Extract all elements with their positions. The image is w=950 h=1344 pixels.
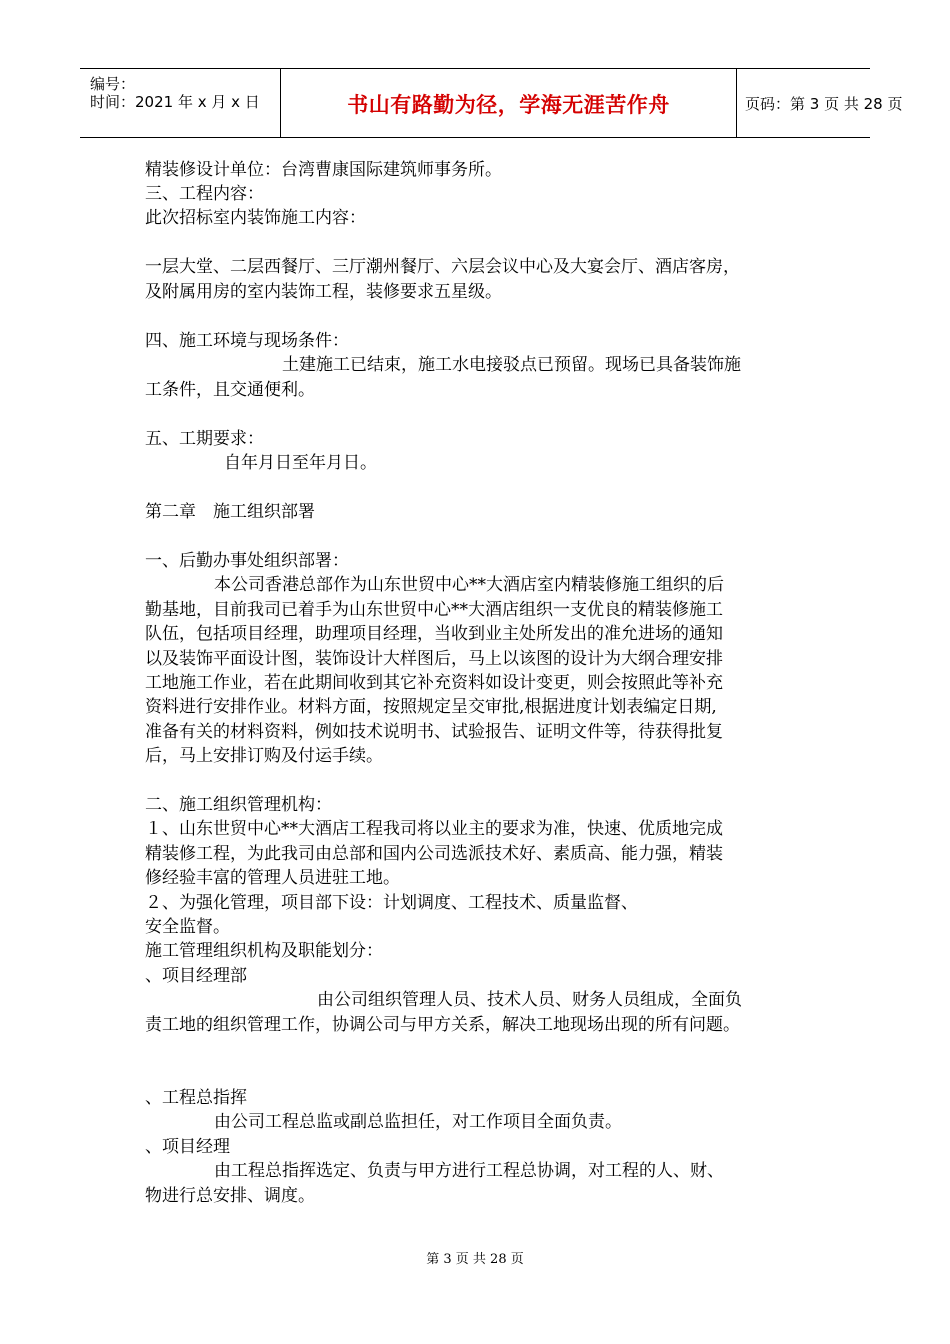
body-line: 此次招标室内装饰施工内容： [145, 208, 366, 228]
body-line: 准备有关的材料资料，例如技术说明书、试验报告、证明文件等，待获得批复 [145, 722, 723, 742]
body-line: 由公司组织管理人员、技术人员、财务人员组成，全面负 [317, 990, 742, 1010]
header-motto-cell [281, 69, 737, 137]
body-line: 以及装饰平面设计图，装饰设计大样图后，马上以该图的设计为大纲合理安排 [145, 649, 723, 669]
body-line: 后，马上安排订购及付运手续。 [145, 746, 383, 766]
header-page-cell [737, 69, 903, 137]
body-line: 工地施工作业，若在此期间收到其它补充资料如设计变更，则会按照此等补充 [145, 673, 723, 693]
body-line: 责工地的组织管理工作，协调公司与甲方关系，解决工地现场出现的所有问题。 [145, 1015, 740, 1035]
body-line: 安全监督。 [145, 917, 230, 937]
chapter-heading: 第二章 施工组织部署 [145, 502, 315, 522]
body-line: 土建施工已结束，施工水电接驳点已预留。现场已具备装饰施 [282, 355, 741, 375]
body-line: 工条件，且交通便利。 [145, 380, 315, 400]
page-footer: 第 3 页 共 28 页 [426, 1252, 524, 1267]
header-page-number: 页码：第 3 页 共 28 页 [745, 95, 903, 113]
section-heading: 四、施工环境与现场条件： [145, 331, 349, 351]
subsection-heading: 、工程总指挥 [145, 1088, 247, 1108]
page-header [80, 68, 903, 138]
body-line: 队伍，包括项目经理，助理项目经理，当收到业主处所发出的准允进场的通知 [145, 624, 723, 644]
body-line: １、山东世贸中心**大酒店工程我司将以业主的要求为准，快速、优质地完成 [145, 819, 723, 839]
body-line: 及附属用房的室内装饰工程，装修要求五星级。 [145, 282, 502, 302]
body-line: 修经验丰富的管理人员进驻工地。 [145, 868, 400, 888]
header-info-cell [80, 69, 281, 137]
body-line: 由工程总指挥选定、负责与甲方进行工程总协调，对工程的人、财、 [214, 1161, 724, 1181]
body-line: 精装修设计单位：台湾曹康国际建筑师事务所。 [145, 160, 502, 180]
document-number-label: 编号： [90, 75, 136, 93]
body-line: 资料进行安排作业。材料方面，按照规定呈交审批,根据进度计划表编定日期, [145, 697, 717, 717]
body-line: 勤基地，目前我司已着手为山东世贸中心**大酒店组织一支优良的精装修施工 [145, 600, 723, 620]
body-line: 物进行总安排、调度。 [145, 1186, 315, 1206]
body-line: 自年月日至年月日。 [224, 453, 377, 473]
section-heading: 一、后勤办事处组织部署： [145, 551, 349, 571]
body-line: 本公司香港总部作为山东世贸中心**大酒店室内精装修施工组织的后 [214, 575, 724, 595]
header-motto: 书山有路勤为径，学海无涯苦作舟 [347, 93, 670, 117]
subsection-heading: 、项目经理部 [145, 966, 247, 986]
body-line: ２、为强化管理，项目部下设：计划调度、工程技术、质量监督、 [145, 893, 638, 913]
section-heading: 三、工程内容： [145, 184, 264, 204]
body-line: 精装修工程，为此我司由总部和国内公司选派技术好、素质高、能力强，精装 [145, 844, 723, 864]
section-heading: 二、施工组织管理机构： [145, 795, 332, 815]
body-line: 由公司工程总监或副总监担任，对工作项目全面负责。 [214, 1112, 622, 1132]
body-line: 一层大堂、二层西餐厅、三厅潮州餐厅、六层会议中心及大宴会厅、酒店客房， [145, 257, 740, 277]
document-date-label: 时间：2021 年 x 月 x 日 [90, 93, 260, 111]
section-heading: 五、工期要求： [145, 429, 264, 449]
body-line: 施工管理组织机构及职能划分： [145, 941, 383, 961]
subsection-heading: 、项目经理 [145, 1137, 230, 1157]
